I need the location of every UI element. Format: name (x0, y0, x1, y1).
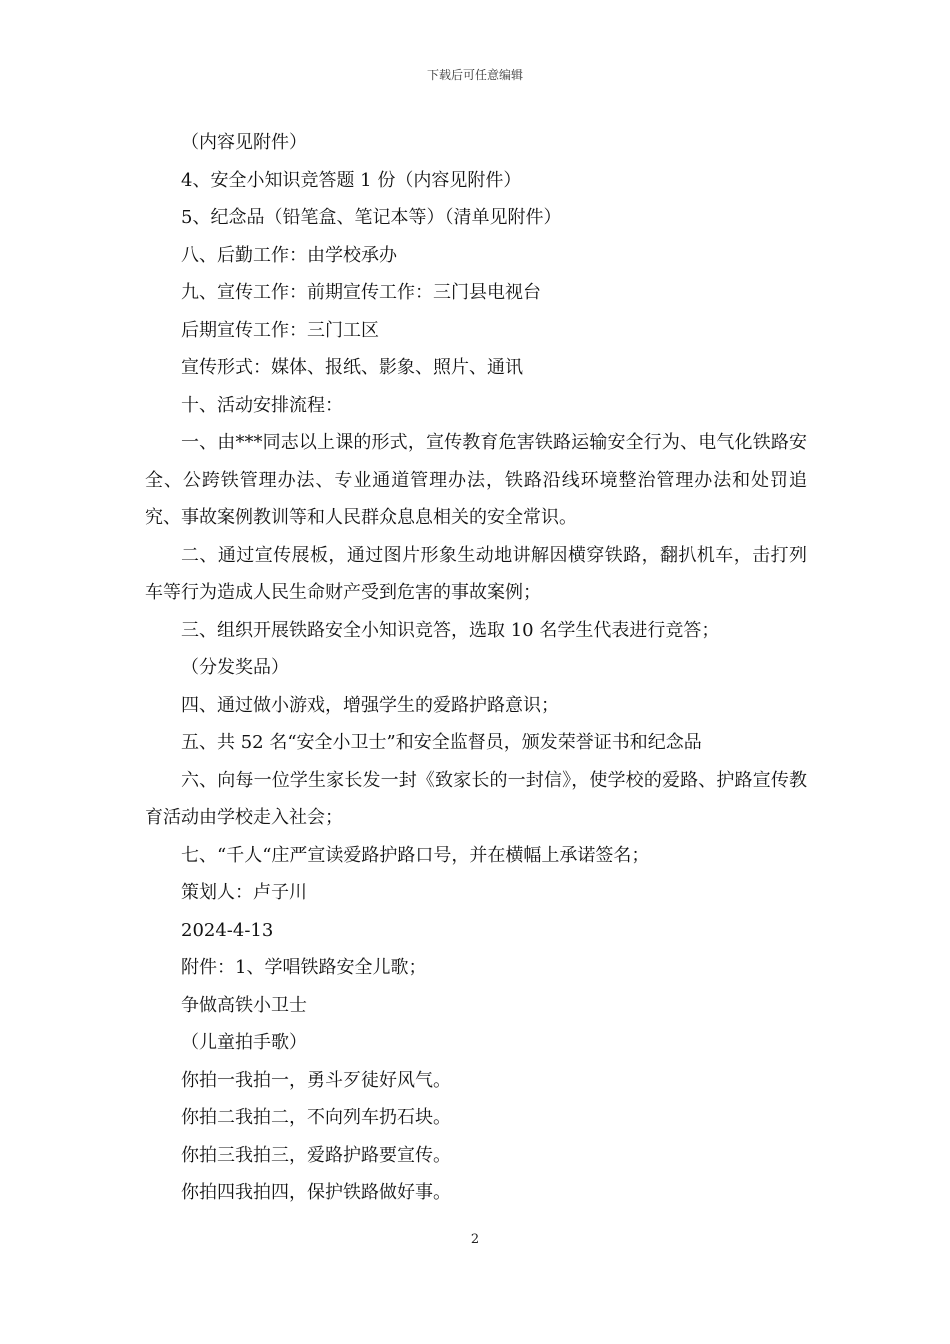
section-heading-schedule: 十、活动安排流程： (181, 394, 343, 416)
section-heading-logistics: 八、后勤工作：由学校承办 (181, 244, 397, 266)
section-heading-publicity: 九、宣传工作：前期宣传工作：三门县电视台 (181, 282, 541, 303)
text-line: （分发奖品） (181, 657, 289, 678)
song-verse: 你拍三我拍三，爱路护路要宣传。 (181, 1144, 451, 1166)
text-line: 七、“千人“庄严宣读爱路护路口号，并在横幅上承诺签名； (181, 844, 650, 866)
song-verse: 你拍二我拍二，不向列车扔石块。 (181, 1107, 451, 1128)
song-title: 争做高铁小卫士 (181, 994, 307, 1016)
planner-line: 策划人：卢子川 (181, 882, 307, 903)
text-line: 后期宣传工作：三门工区 (181, 319, 379, 341)
attachment-line: 附件：1、学唱铁路安全儿歌； (181, 957, 427, 978)
song-subtitle: （儿童拍手歌） (181, 1032, 307, 1053)
document-body (145, 124, 807, 1212)
paragraph: 一、由***同志以上课的形式，宣传教育危害铁路运输安全行为、电气化铁路安全、公跨铁管理办法、专业通道管理办法，铁路沿线环境整治管理办法和处罚追究、事故案例教训等和人民群众息息相关的安全常识。 (145, 432, 807, 528)
text-line: 4、安全小知识竞答题 1 份（内容见附件） (181, 169, 522, 191)
paragraph: 六、向每一位学生家长发一封《致家长的一封信》，使学校的爱路、护路宣传教育活动由学校走入社会； (145, 769, 807, 828)
text-line: 宣传形式：媒体、报纸、影象、照片、通讯 (181, 357, 523, 378)
page-number: 2 (470, 1232, 480, 1247)
text-line: （内容见附件） (181, 132, 307, 153)
text-line: 5、纪念品（铅笔盒、笔记本等）（清单见附件） (181, 207, 562, 228)
song-verse: 你拍一我拍一，勇斗歹徒好风气。 (181, 1069, 451, 1091)
page-header: 下载后可任意编辑 (426, 68, 523, 82)
text-line: 四、通过做小游戏，增强学生的爱路护路意识； (181, 694, 559, 716)
text-line: 五、共 52 名“安全小卫士”和安全监督员，颁发荣誉证书和纪念品 (181, 732, 702, 753)
paragraph: 二、通过宣传展板，通过图片形象生动地讲解因横穿铁路，翻扒机车，击打列车等行为造成人民生命财产受到危害的事故案例； (145, 544, 807, 603)
text-line: 三、组织开展铁路安全小知识竞答，选取 10 名学生代表进行竞答； (181, 619, 720, 641)
date-line: 2024-4-13 (181, 919, 274, 941)
song-verse: 你拍四我拍四，保护铁路做好事。 (181, 1182, 451, 1203)
